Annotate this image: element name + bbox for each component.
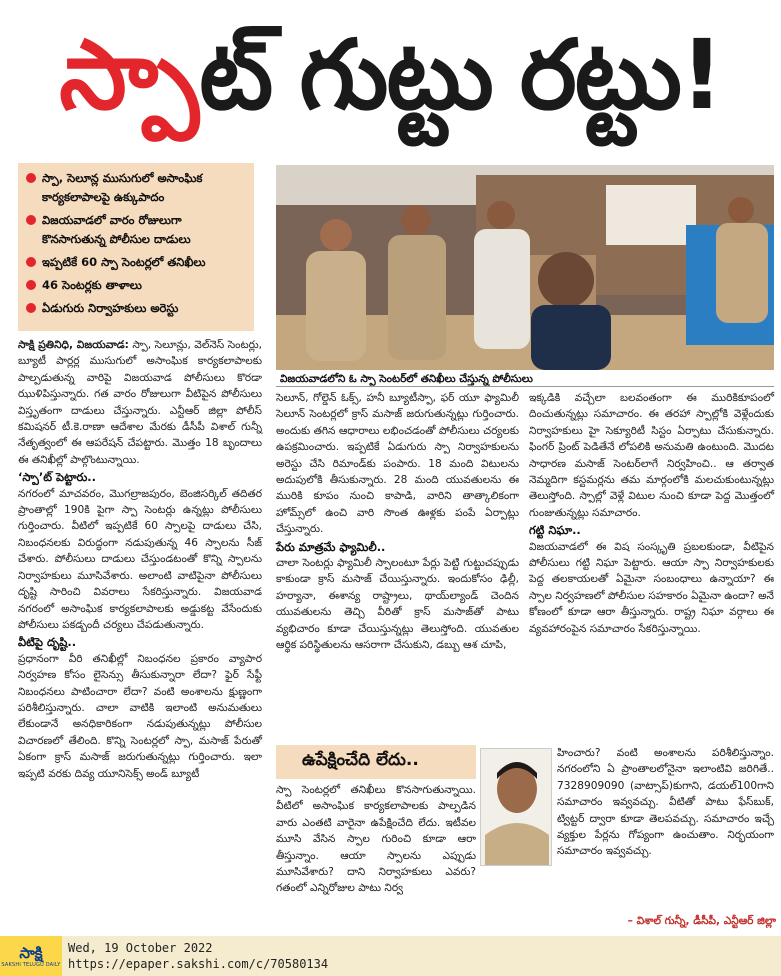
- highlights-box: [18, 163, 254, 331]
- footer-meta: [62, 940, 328, 972]
- sakshi-logo: సాక్షి SAKSHI TELUGU DAILY: [0, 936, 62, 976]
- bullet-icon: [26, 215, 36, 225]
- subheading: పేరు మాత్రమే ఫ్యామిలీ..: [276, 539, 386, 554]
- article-column-3: [529, 390, 774, 638]
- subheading: ‘స్పా’ట్‌ పెట్టారు..: [18, 470, 96, 485]
- article-column-1: [18, 337, 262, 783]
- subheading: వీటిపై దృష్టి..: [18, 635, 77, 650]
- photo-caption: విజయవాడలోని ఓ స్పా సెంటర్‌లో తనిఖీలు చేస్తున్న పోలీసులు: [276, 371, 774, 387]
- highlight-item: ఏడుగురు నిర్వాహకులు అరెస్టు: [26, 299, 248, 318]
- article-paragraph: సాక్షి ప్రతినిధి, విజయవాడ: స్పా, సెలూన్లు, వెల్‌నెస్‌ సెంటర్లు, బ్యూటీ పార్లర్ల ముసుగులో అసాంఘిక కార్యకలాపాలకు పాల్పడుతున్న వారిపై విజయవాడ పోలీసులు కొరడా ఝుళిపిస్తున్నారు. గత వారం రోజులుగా వీటిపైన పోలీసులు విస్తృతంగా దాడులు చేస్తున్నారు. ఎన్టీఆర్‌ జిల్లా పోలీస్‌ కమిషనర్‌ టీ.కె.రాణా ఆదేశాల మేరకు డీసీపీ విశాల్‌ గున్నీ నేతృత్వంలో ఈ ఆపరేషన్‌ చేపట్టారు. మొత్తం 18 బృందాలు ఈ తనిఖీల్లో పాల్గొంటున్నాయి.: [18, 339, 262, 466]
- headline-word-3: గుట్టు: [299, 19, 492, 131]
- bullet-icon: [26, 257, 36, 267]
- official-portrait: [480, 748, 552, 866]
- edition-date: Wed, 19 October 2022: [68, 941, 213, 955]
- bullet-icon: [26, 303, 36, 313]
- article-paragraph: సెలూన్, గోల్డెన్‌ ఓక్స్, హనీ బ్యూటీస్పా, ఫర్‌ యూ ఫ్యామిలీ సెలూన్‌ సెంటర్లలో క్రాస్‌ మసాజ్‌ జరుగుతున్నట్లు గుర్తించారు. అందుకు తగిన ఆధారాలు లభించడంతో పోలీసులు చర్యలకు ఉపక్రమించారు. ఇప్పటికే ఏడుగురు స్పా నిర్వాహకులను అరెస్టు చేసి రిమాండ్‌కు పంపారు. 18 మంది విటులను అదుపులోకి తీసుకున్నారు. 28 మంది యువతులను ఈ మురికి కూపం నుంచి కాపాడి, వారిని తాత్కాలికంగా హోమ్స్‌లో ఉంచి వారి సొంత ఊళ్లకు పంపే ఏర్పాట్లు చేస్తున్నారు.: [276, 392, 519, 536]
- subheading: గట్టి నిఘా..: [529, 523, 581, 538]
- article-paragraph: విజయవాడలో ఈ విష సంస్కృతి ప్రబలకుండా, వీటిపైన పోలీసులు గట్టి నిఘా పెట్టారు. ఆయా స్పా నిర్వాహకులకు పెద్ద తలకాయలతో ఏమైనా సంబంధాలు ఉన్నాయా? ఈ స్పాల నిర్వహణలో పోలీసుల సహకారం ఏమైనా ఉందా? అనే కోణంలో కూడా ఆరా తీస్తున్నారు. రాష్ట్ర నిఘా వర్గాలు ఈ వ్యవహారంపైన సమాచారం సేకరిస్తున్నాయి.: [529, 540, 774, 635]
- article-paragraph: చాలా సెంటర్లు ఫ్యామిలీ స్పాలంటూ పేర్లు పెట్టి గుట్టుచప్పుడు కాకుండా క్రాస్‌ మసాజ్‌ చేయిస్తున్నారు. ఇందుకోసం ఢిల్లీ, హర్యానా, ఈశాన్య రాష్ట్రాలు, థాయ్‌ల్యాండ్‌ చెందిన యువతులను తెచ్చి వీరితో క్రాస్‌ మసాజ్‌తో పాటు వ్యభిచారం కూడా చేయిస్తున్నట్లు తెలుస్తోంది. యువతుల ఆర్థిక పరిస్థితులను ఆసరాగా చేసుకుని, డబ్బు ఆశ చూపి,: [276, 557, 519, 652]
- article-paragraph: ఇక్కడికి వచ్చేలా బలవంతంగా ఈ మురికికూపంలో దించుతున్నట్లు సమాచారం. ఈ తరహా స్పాల్లోకి వెళ్లేందుకు నిర్వాహకులు హై సెక్యూరిటీ సిస్టం ఏర్పాటు చేసుకున్నారు. ఫింగర్‌ ప్రింట్‌ పెడితేనే లోపలికి అనుమతి ఉంటుంది. మొదట సాధారణ మసాజ్‌ సెంటర్‌లాగే నిర్వహించి.. ఆ తర్వాత నెమ్మదిగా కస్టమర్లను తమ మార్గంలోకి మలచుకుంటున్నట్లు తెలుస్తోంది. స్పాల్లో వెళ్లే విటుల నుంచి కూడా పెద్ద మొత్తంలో గుంజుతున్నట్లు సమాచారం.: [529, 392, 774, 519]
- headline-word-4: రట్టు!: [519, 19, 722, 131]
- article-column-2: [276, 390, 519, 655]
- headline-word-1: స్పా: [59, 19, 198, 131]
- epaper-link[interactable]: https://epaper.sakshi.com/c/70580134: [68, 957, 329, 971]
- bullet-icon: [26, 280, 36, 290]
- sidebar-text-2: హించారు? వంటి అంశాలను పరిశీలిస్తున్నాం. నగరంలోని ఏ ప్రాంతాలలోనైనా ఇలాంటివి జరిగితే.. 7328909090 (వాట్సాప్‌)కుగాని, డయల్‌100గాని సమాచారం ఇవ్వవచ్చు. వీటితో పాటు ఫేస్‌బుక్, ట్విట్టర్‌ ద్వారా కూడా తెలపవచ్చు. సమాచారం ఇచ్చే వ్యక్తుల పేర్లను గోప్యంగా ఉంచుతాం. నిర్భయంగా సమాచారం ఇవ్వవచ్చు.: [557, 747, 774, 858]
- sidebar-title: ఉపేక్షించేది లేదు..: [276, 745, 476, 779]
- headline: [0, 0, 781, 150]
- article-paragraph: నగరంలో మాచవరం, మొగల్రాజపురం, బెంజిసర్కిల్‌ తదితర ప్రాంతాల్లో 190కి పైగా స్పా సెంటర్లు ఉన్నట్లు పోలీసులు గుర్తించారు. వీటిలో ఇప్పటికే 60 స్పాలపై దాడులు చేసి, నిబంధనలకు విరుద్ధంగా నడుపుతున్న 46 స్పాలను సీజ్‌ చేశారు. పోలీసులు దాడులు చేస్తుండటంతో కొన్ని స్పాలను నిర్వాహకులు మూసివేశారు. అలాంటి వాటిపైనా పోలీసులు దృష్టి సారించి వివరాలు సేకరిస్తున్నారు. విజయవాడ నగరంలో అసాంఘిక కార్యకలాపాలకు అడ్డుకట్ట వేసేందుకు పోలీసులు పకడ్బందీ చర్యలు చేపడుతున్నారు.: [18, 487, 262, 631]
- dateline: సాక్షి ప్రతినిధి, విజయవాడ:: [18, 339, 129, 351]
- quote-attribution: – విశాల్‌ గున్నీ, డీసీపీ, ఎన్టీఆర్‌ జిల్లా: [627, 915, 776, 927]
- bullet-icon: [26, 173, 36, 183]
- epaper-footer: [0, 936, 781, 976]
- highlight-item: స్పా, సెలూన్ల ముసుగులో అసాంఘిక కార్యకలాపాలపై ఉక్కుపాదం: [26, 169, 248, 207]
- sidebar-text-1: స్పా సెంటర్లలో తనిఖీలు కొనసాగుతున్నాయి. వీటిలో అసాంఘిక కార్యకలాపాలకు పాల్పడిన వారు ఎంతటి వారైనా ఉపేక్షించేది లేదు. ఇటీవల మూసి వేసిన స్పాల గురించి కూడా ఆరా తీస్తున్నాం. ఆయా స్పాలను ఎప్పుడు మూసివేశారు? దాని నిర్వాహకులు ఎవరు? గతంలో ఎన్నిరోజుల పాటు నిర్వ: [276, 784, 476, 895]
- headline-word-2: ట్: [199, 19, 272, 131]
- highlight-item: 46 సెంటర్లకు తాళాలు: [26, 276, 248, 295]
- highlight-item: ఇప్పటికే 60 స్పా సెంటర్లలో తనిఖీలు: [26, 253, 248, 272]
- news-photo: [276, 165, 774, 370]
- highlight-item: విజయవాడలో వారం రోజులుగా కొనసాగుతున్న పోలీసుల దాడులు: [26, 211, 248, 249]
- article-paragraph: ప్రధానంగా వీరి తనిఖీల్లో నిబంధనల ప్రకారం వ్యాపార నిర్వహణ కోసం లైసెన్సు తీసుకున్నారా లేదా? ఫైర్‌ సేఫ్టీ నిబంధనలు పాటించారా లేదా? వంటి అంశాలను క్షుణ్ణంగా పరిశీలిస్తున్నారు. చాలా వాటికి ఇలాంటి అనుమతులు లేకుండానే అనధికారికంగా నడుపుతున్నట్లు పోలీసుల విచారణలో తేలింది. కొన్ని సెంటర్లలో స్పా, మసాజ్‌ పేరుతో ఏకంగా క్రాస్‌ మసాజ్‌ జరుగుతున్నట్లు గుర్తించారు. ఇలా ఇప్పటి వరకు దివ్య యూనిసెక్స్‌ అండ్‌ బ్యూటీ: [18, 652, 262, 780]
